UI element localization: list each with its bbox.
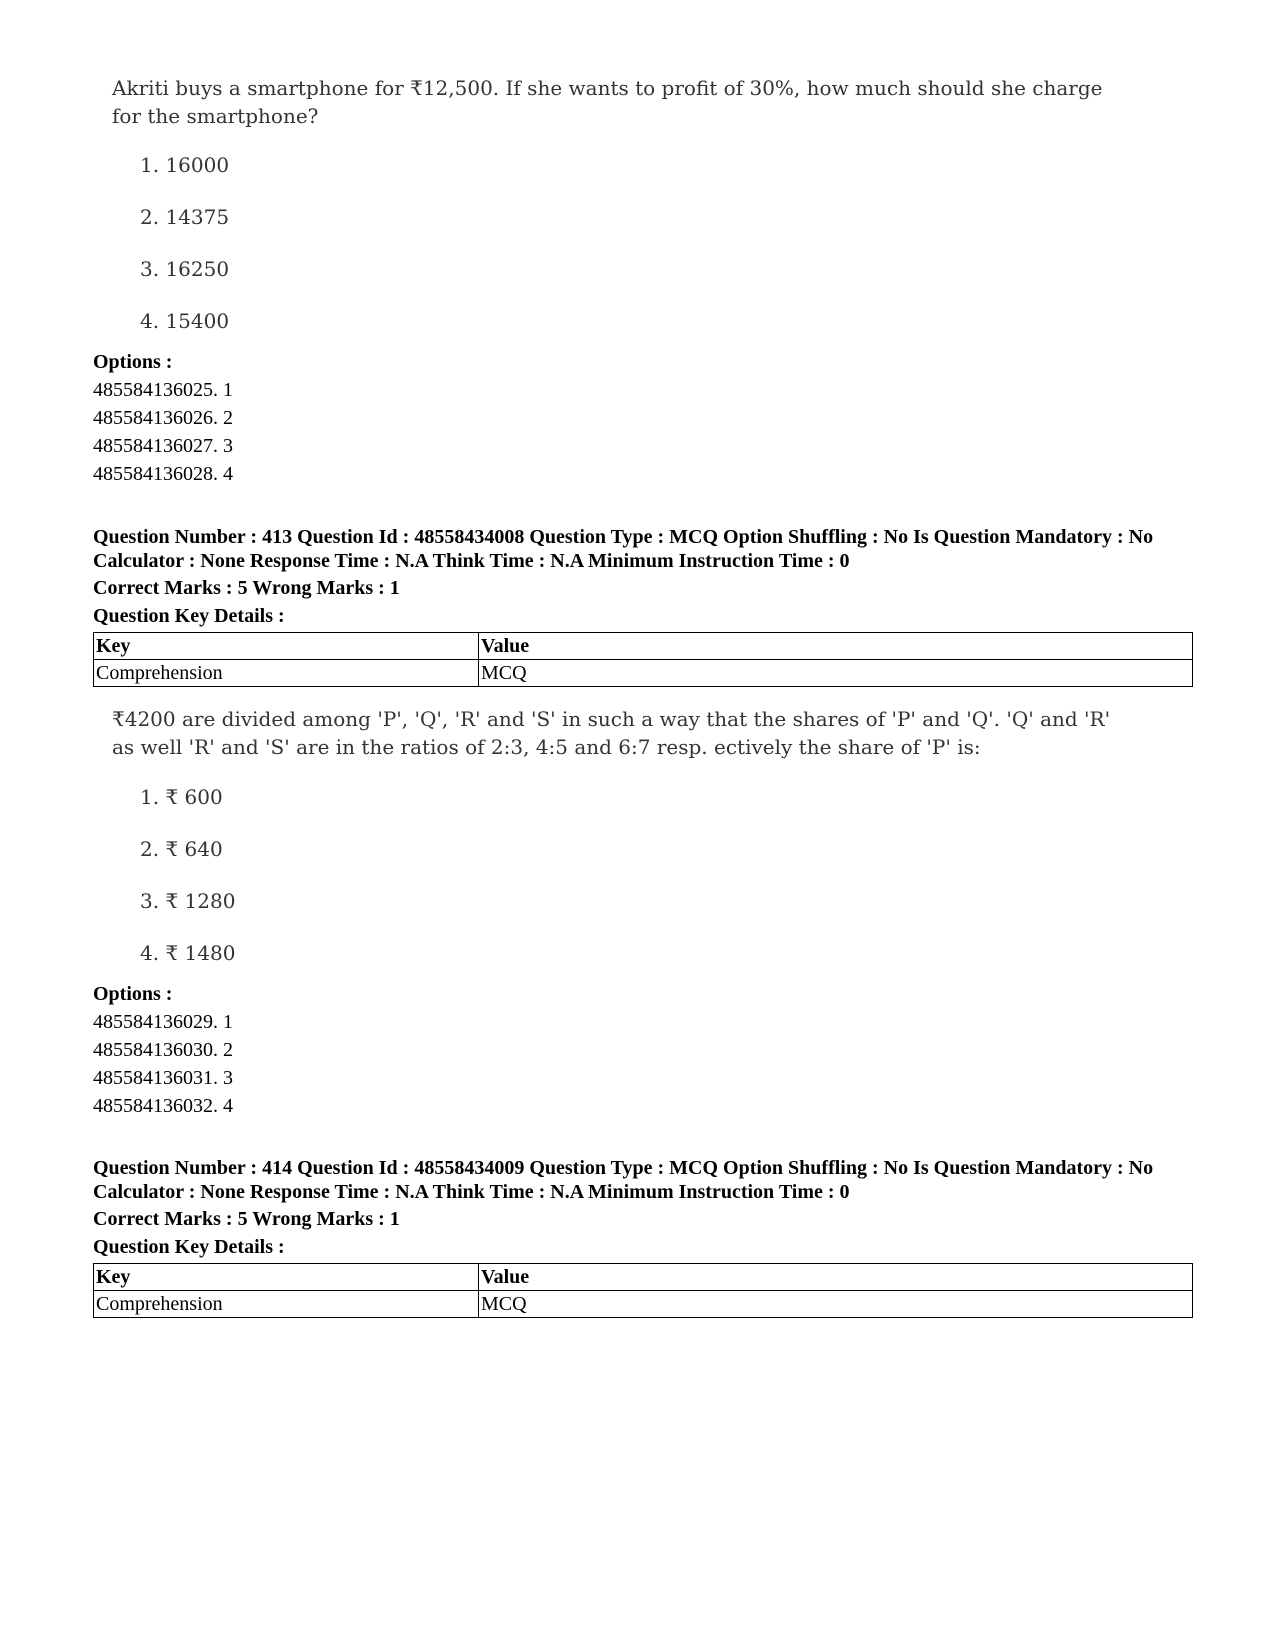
table-header-key: Key [94, 633, 479, 660]
marks-line: Correct Marks : 5 Wrong Marks : 1 [93, 1208, 400, 1230]
question-meta: Question Number : 414 Question Id : 48558434009 Question Type : MCQ Option Shuffling : No Is Question Mandatory : No Calculator : None Response Time : N.A Think Time : N.A Minimum Instruction Time : 0 [93, 1157, 1154, 1203]
table-header-key: Key [94, 1264, 479, 1291]
question-text: ₹4200 are divided among 'P', 'Q', 'R' and 'S' in such a way that the shares of 'P' and 'Q'. 'Q' and 'R' as well 'R' and 'S' are in the ratios of 2:3, 4:5 and 6:7 resp. ectively the share of 'P' is: [112, 707, 1111, 759]
options-label: Options : [93, 983, 173, 1005]
answer-choice: 2. ₹ 640 [140, 837, 223, 861]
marks-line: Correct Marks : 5 Wrong Marks : 1 [93, 577, 400, 599]
table-cell-value: MCQ [479, 1291, 1193, 1318]
option-id: 485584136027. 3 [93, 435, 233, 457]
answer-choice: 3. 16250 [140, 257, 230, 281]
table-header-value: Value [479, 1264, 1193, 1291]
key-value-table [93, 1263, 1193, 1318]
answer-choice: 1. 16000 [140, 153, 230, 177]
table-cell-key: Comprehension [94, 660, 479, 687]
option-id: 485584136032. 4 [93, 1095, 233, 1117]
options-label: Options : [93, 351, 173, 373]
option-id: 485584136025. 1 [93, 379, 233, 401]
table-cell-value: MCQ [479, 660, 1193, 687]
table-header-value: Value [479, 633, 1193, 660]
question-text: Akriti buys a smartphone for ₹12,500. If she wants to profit of 30%, how much should she charge for the smartphone? [112, 76, 1103, 128]
key-details-label: Question Key Details : [93, 605, 285, 627]
answer-choice: 3. ₹ 1280 [140, 889, 236, 913]
answer-choice: 2. 14375 [140, 205, 230, 229]
option-id: 485584136031. 3 [93, 1067, 233, 1089]
answer-choice: 4. 15400 [140, 309, 230, 333]
table-cell-key: Comprehension [94, 1291, 479, 1318]
option-id: 485584136030. 2 [93, 1039, 233, 1061]
key-value-table [93, 632, 1193, 687]
option-id: 485584136029. 1 [93, 1011, 233, 1033]
answer-choice: 1. ₹ 600 [140, 785, 223, 809]
option-id: 485584136026. 2 [93, 407, 233, 429]
answer-choice: 4. ₹ 1480 [140, 941, 236, 965]
key-details-label: Question Key Details : [93, 1236, 285, 1258]
option-id: 485584136028. 4 [93, 463, 233, 485]
question-meta: Question Number : 413 Question Id : 48558434008 Question Type : MCQ Option Shuffling : No Is Question Mandatory : No Calculator : None Response Time : N.A Think Time : N.A Minimum Instruction Time : 0 [93, 526, 1154, 572]
